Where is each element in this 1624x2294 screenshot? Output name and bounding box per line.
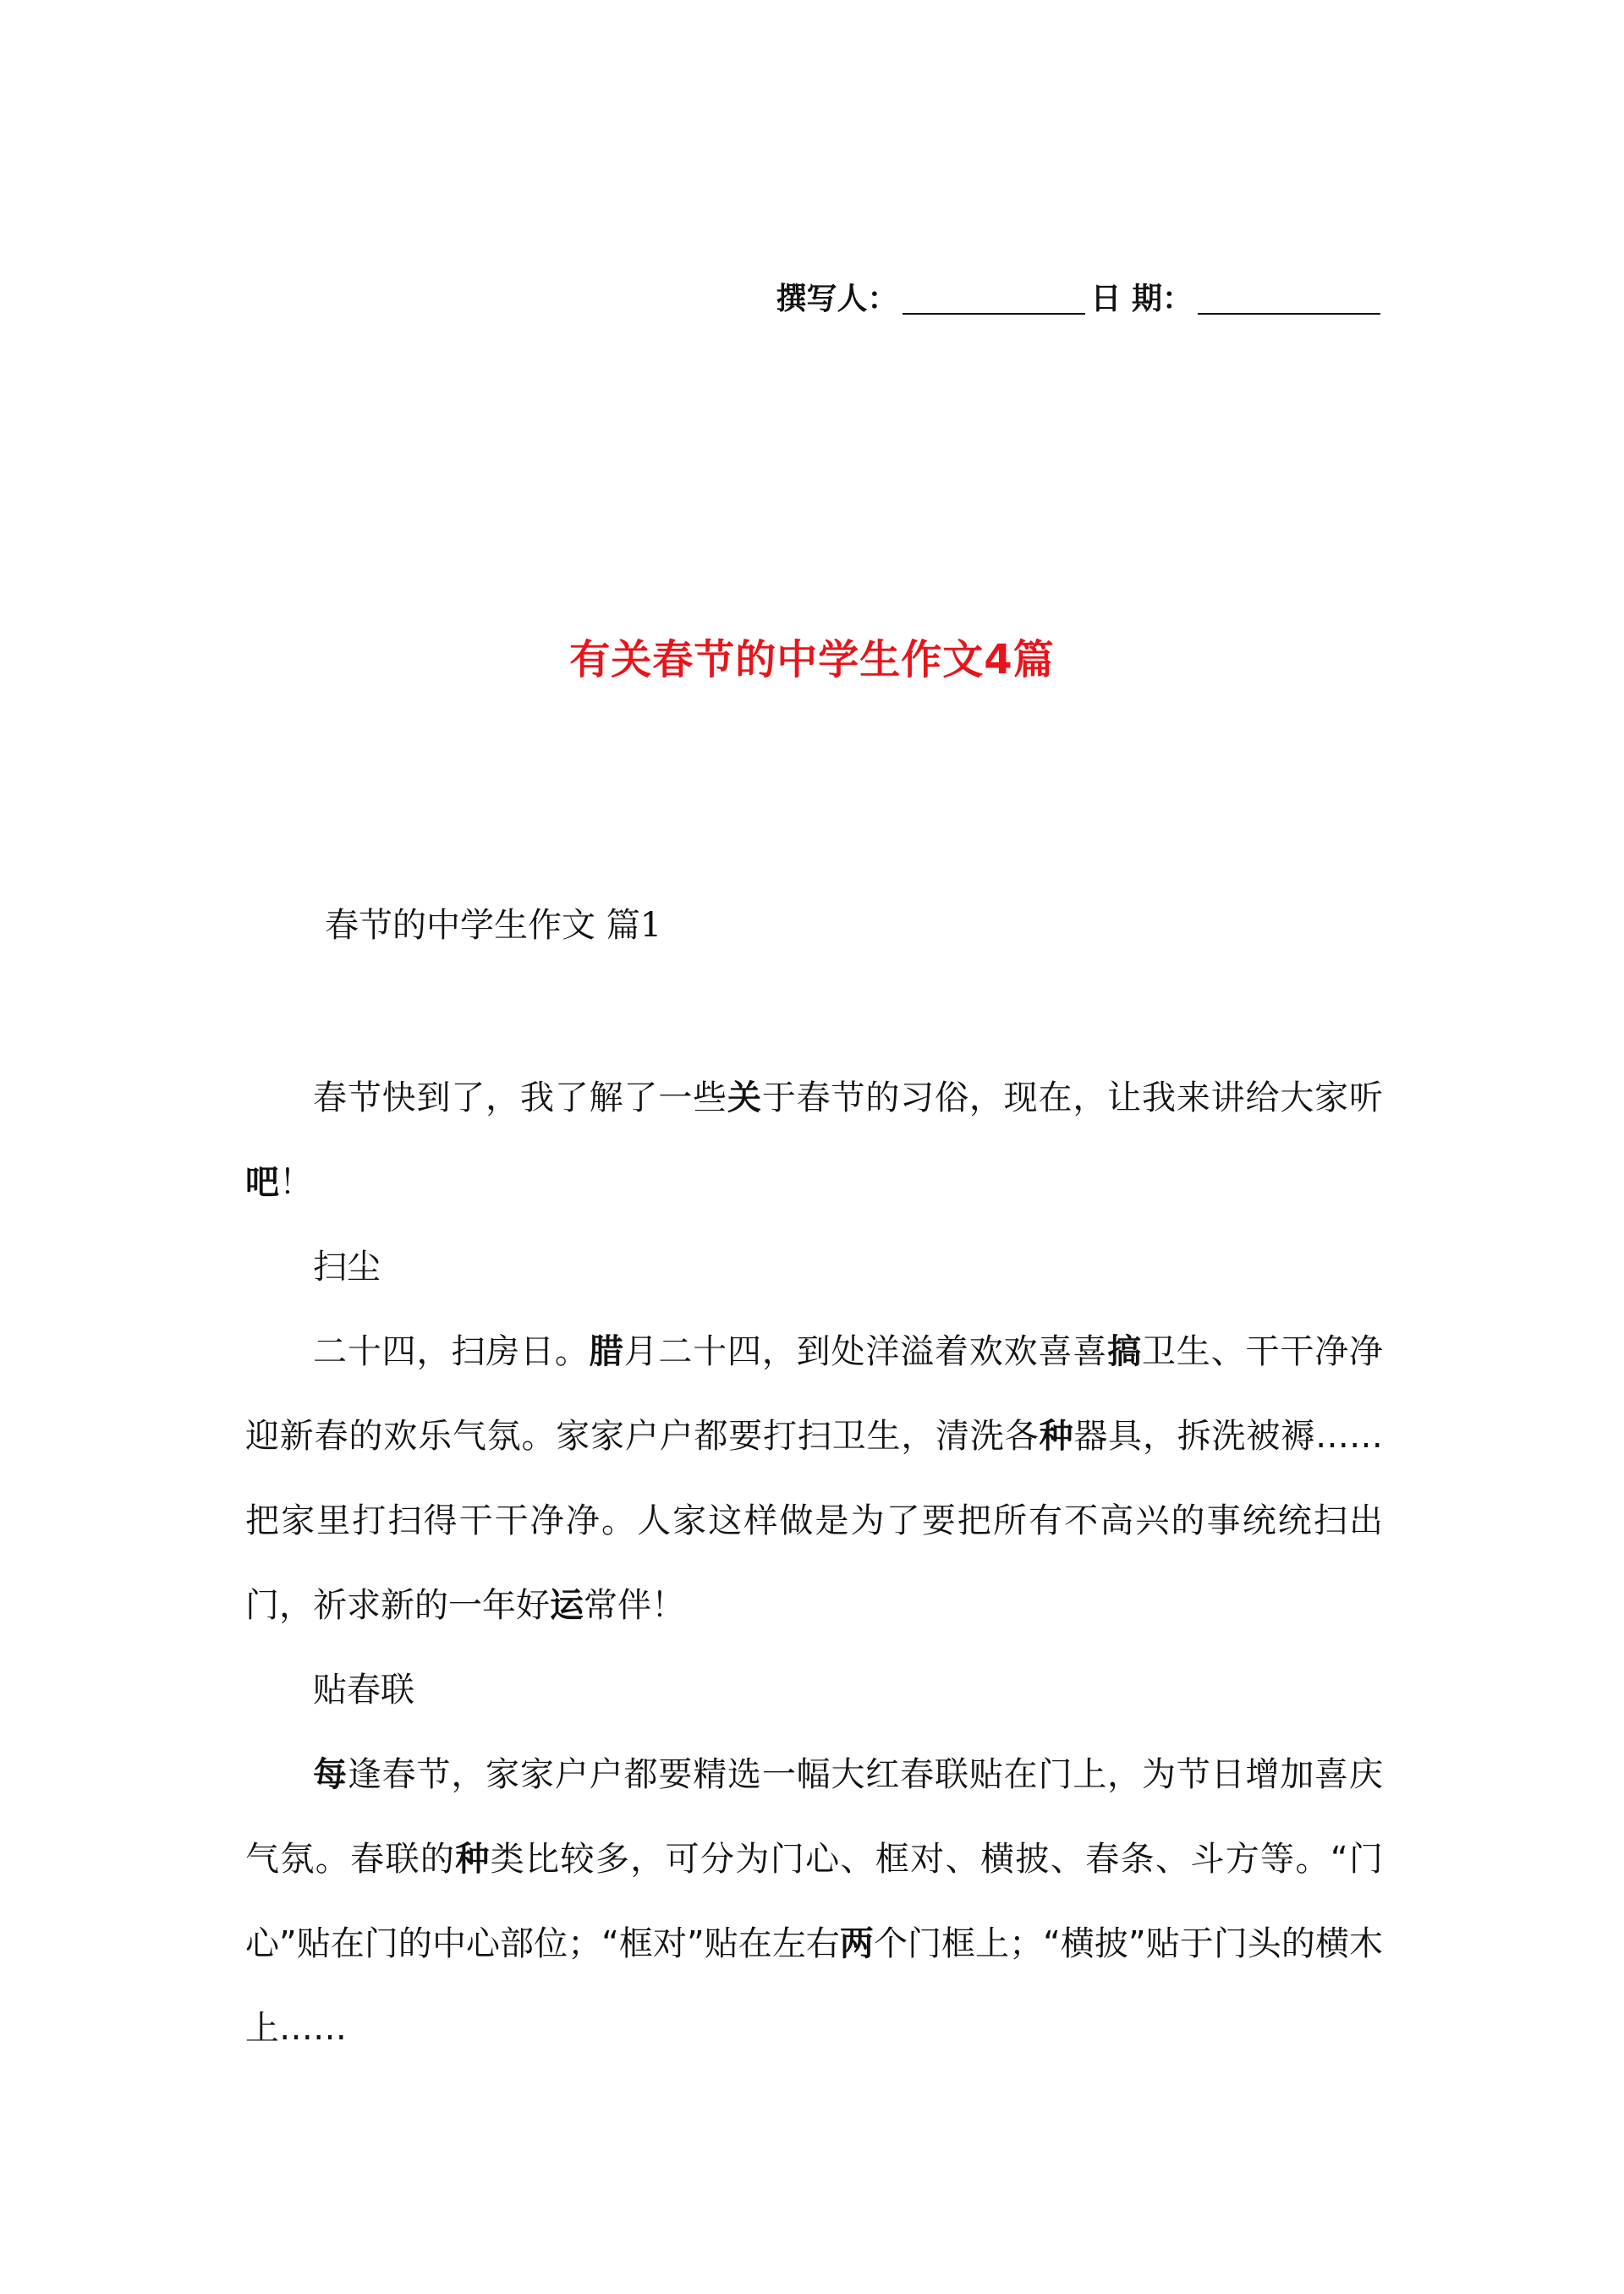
bold-char: 吧 [245,1163,279,1202]
author-label: 撰写人： [776,282,898,316]
bold-char: 每 [313,1755,348,1794]
bold-char: 种 [1039,1417,1074,1456]
paragraph-couplets [245,1732,1383,2071]
author-date-line [776,279,1385,320]
section-heading-text: 春节的中学生作文 篇 [325,906,640,945]
text-run: 卫生、干干净净迎新春的欢乐气氛。家家户户都要打扫卫生，清洗各 [245,1332,1384,1456]
date-blank [1198,284,1380,315]
bold-char: 搞 [1107,1332,1143,1371]
date-label: 日 期： [1090,282,1193,316]
subheading-couplets: 贴春联 [313,1671,414,1710]
bold-char: 种 [455,1840,491,1879]
document-title: 有关春节的中学生作文4篇 [569,636,1055,683]
text-run: ！ [279,1163,313,1202]
text-run: 常伴！ [584,1586,685,1625]
paragraph-intro [245,1056,1383,1225]
text-run: 月二十四，到处洋溢着欢欢喜喜 [623,1332,1108,1371]
bold-char: 两 [839,1924,874,1963]
bold-char: 关 [727,1078,762,1117]
text-run: 春节快到了，我了解了一些 [313,1078,727,1117]
essay-body [245,1056,1383,2071]
text-run: 于春节的习俗，现在，让我来讲给大家听 [761,1078,1384,1117]
author-blank [903,284,1085,315]
paragraph-sweeping [245,1309,1383,1648]
text-run: 逢春节，家家户户都要精选一幅大红春联贴在门上，为节日增加喜庆气氛。春联的 [245,1755,1384,1879]
bold-char: 运 [550,1586,584,1625]
bold-char: 腊 [589,1332,624,1371]
subheading-sweeping: 扫尘 [313,1248,381,1287]
text-run: 二十四，扫房日。 [313,1332,590,1371]
text-run: 个门框上；“横披”贴于门头的横木上…… [245,1924,1383,2048]
text-run: 器具，拆洗被褥……把家里打扫得干干净净。人家这样做是为了要把所有不高兴的事统统扫出门，祈求新的一年好 [245,1417,1384,1625]
section-heading-number: 1 [639,906,662,945]
text-run: 类比较多，可分为门心、框对、横披、春条、斗方等。“门心”贴在门的中心部位；“框对”贴在左右 [245,1840,1384,1963]
section-heading [325,902,661,949]
